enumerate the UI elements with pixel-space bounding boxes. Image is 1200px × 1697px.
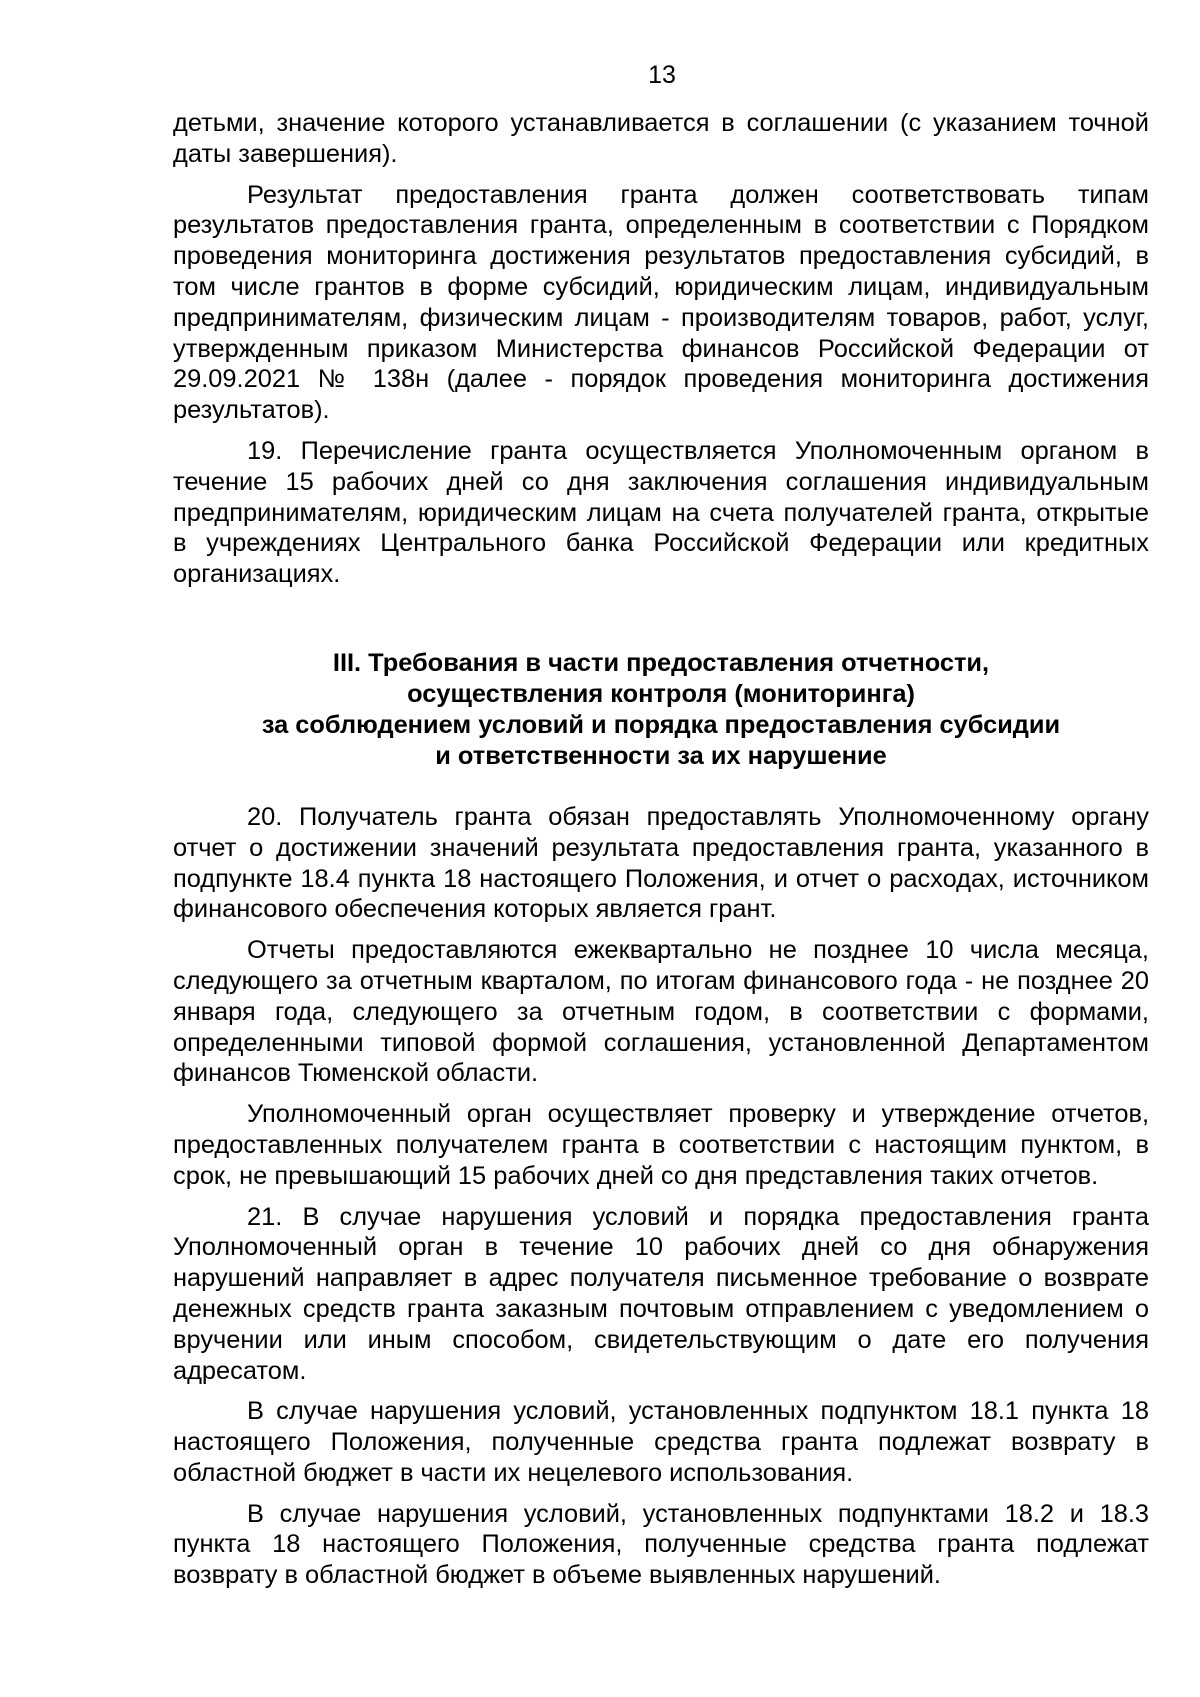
document-body xyxy=(173,108,1149,1601)
page-number: 13 xyxy=(648,61,676,89)
paragraph-reports-deadline: Отчеты предоставляются ежеквартально не позднее 10 числа месяца, следующего за отчетным кварталом, по итогам финансового года - не позднее 20 января года, следующего за отчетным годом, в соответствии с формами, определенными типовой формой соглашения, установленной Департаментом финансов Тюменской области. xyxy=(173,936,1149,1088)
paragraph-19: 19. Перечисление гранта осуществляется Уполномоченным органом в течение 15 рабочих дней со дня заключения соглашения индивидуальным предпринимателям, юридическим лицам на счета получателей гранта, открытые в учреждениях Центрального банка Российской Федерации или кредитных организациях. xyxy=(173,436,1149,589)
section-title xyxy=(173,648,1149,772)
paragraph-result-types: Результат предоставления гранта должен соответствовать типам результатов предоставления гранта, определенным в соответствии с Порядком проведения мониторинга достижения результатов предоставления субсидий, в том числе грантов в форме субсидий, юридическим лицам, индивидуальным предпринимателям, физическим лицам - производителям товаров, работ, услуг, утвержденным приказом Министерства финансов Российской Федерации от 29.09.2021 № 138н (далее - порядок проведения мониторинга достижения результатов). xyxy=(173,180,1149,425)
section-title-line-2: осуществления контроля (мониторинга) xyxy=(407,679,915,708)
section-title-line-3: за соблюдением условий и порядка предоставления субсидии xyxy=(261,710,1061,739)
section-title-line-4: и ответственности за их нарушение xyxy=(435,741,887,770)
paragraph-continuation: детьми, значение которого устанавливается в соглашении (с указанием точной даты завершения). xyxy=(173,109,1149,168)
paragraph-20: 20. Получатель гранта обязан предоставлять Уполномоченному органу отчет о достижении значений результата предоставления гранта, указанного в подпункте 18.4 пункта 18 настоящего Положения, и отчет о расходах, источником финансового обеспечения которых является грант. xyxy=(173,802,1149,924)
paragraph-violation-18-1: В случае нарушения условий, установленных подпунктом 18.1 пункта 18 настоящего Положения, полученные средства гранта подлежат возврату в областной бюджет в части их нецелевого использования. xyxy=(173,1397,1149,1487)
paragraph-reports-review: Уполномоченный орган осуществляет проверку и утверждение отчетов, предоставленных получателем гранта в соответствии с настоящим пунктом, в срок, не превышающий 15 рабочих дней со дня представления таких отчетов. xyxy=(173,1100,1149,1190)
paragraph-violation-18-2-18-3: В случае нарушения условий, установленных подпунктами 18.2 и 18.3 пункта 18 настоящего Положения, полученные средства гранта подлежат возврату в областной бюджет в объеме выявленных нарушений. xyxy=(173,1499,1149,1590)
section-title-line-1: III. Требования в части предоставления отчетности, xyxy=(332,648,990,677)
paragraph-21: 21. В случае нарушения условий и порядка предоставления гранта Уполномоченный орган в течение 10 рабочих дней со дня обнаружения нарушений направляет в адрес получателя письменное требование о возврате денежных средств гранта заказным почтовым отправлением с уведомлением о вручении или иным способом, свидетельствующим о дате его получения адресатом. xyxy=(173,1202,1149,1385)
